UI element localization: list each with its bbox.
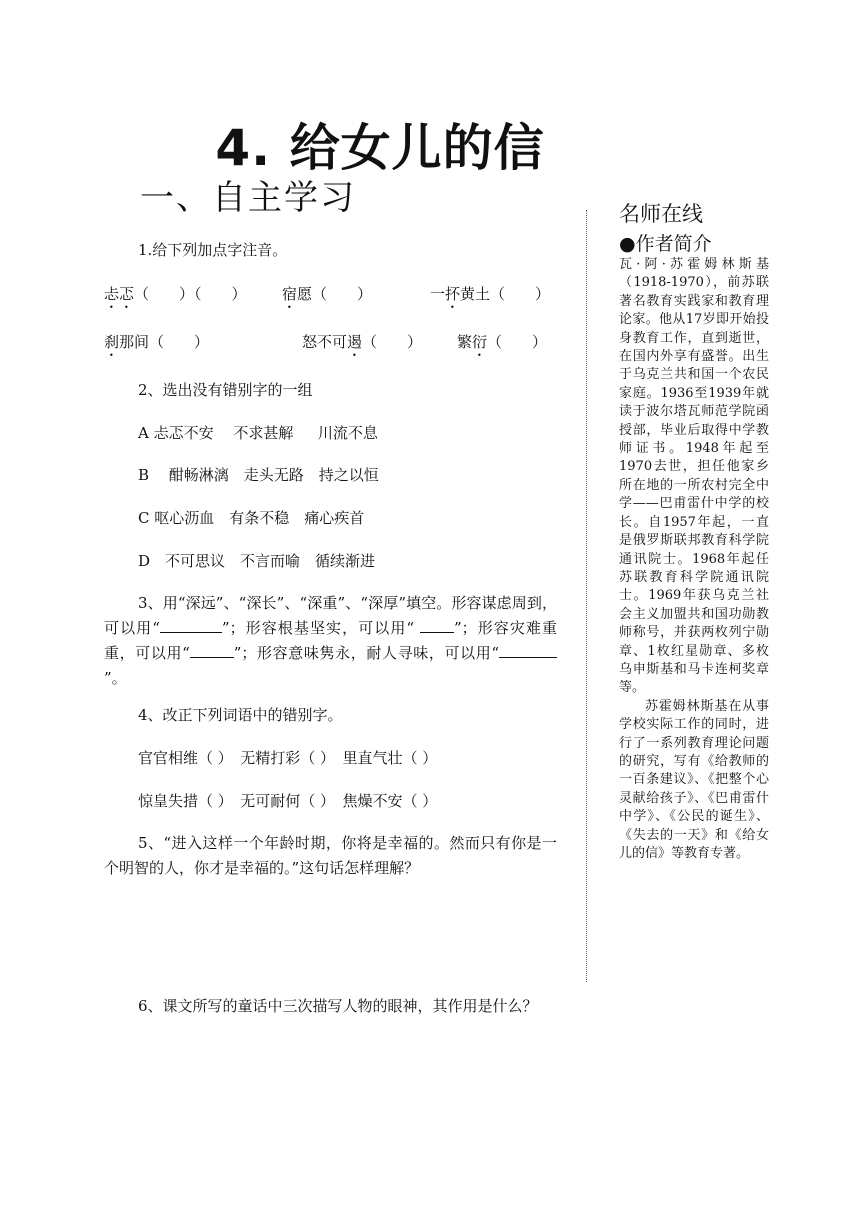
answer-blank[interactable]: [499, 642, 557, 658]
author-bio-paragraph-2: 苏霍姆林斯基在从事学校实际工作的同时，进行了一系列教育理论问题的研究，写有《给教师的一百条建议》、《把整个心灵献给孩子》、《巴甫雷什中学》、《公民的诞生》、《失去的一天》和《给女儿的信》等教育专著。: [619, 698, 769, 861]
sidebar-subtitle: ●作者简介: [619, 233, 712, 255]
column-divider: [586, 210, 587, 982]
q1-dotted-chars: 衍: [472, 333, 488, 351]
answer-blank[interactable]: [420, 617, 454, 633]
q4-row-1: 官官相维（ ） 无精打彩（ ） 里直气壮（ ）: [138, 749, 438, 767]
author-bio: [619, 256, 769, 863]
page-title: 4. 给女儿的信: [215, 119, 545, 177]
answer-blank[interactable]: [160, 617, 222, 633]
q2-option-a: A 忐忑不安 不求甚解 川流不息: [138, 424, 378, 442]
q2-prompt: 2、选出没有错别字的一组: [138, 381, 313, 399]
q1-item-4: 刹那间（ ）: [104, 333, 210, 351]
q4-row-2: 惊皇失措（ ） 无可耐何（ ） 焦燥不安（ ）: [138, 792, 438, 810]
q1-item-5: 怒不可遏（ ）: [302, 333, 423, 351]
q2-option-d: D 不可思议 不言而喻 循续渐进: [138, 552, 376, 570]
section-heading: 一、自主学习: [140, 178, 356, 218]
q5-text: 5、“进入这样一个年龄时期，你将是幸福的。然而只有你是一个明智的人，你才是幸福的。”这句话怎样理解？: [104, 834, 557, 877]
q2-option-b: B 酣畅淋漓 走头无路 持之以恒: [138, 466, 379, 484]
sidebar-title: 名师在线: [619, 202, 703, 226]
q3-text: 3、用“深远”、“深长”、“深重”、“深厚”填空。形容谋虑周到，可以用“ ”；形容根基坚实，可以用“ ”；形容灾难重重，可以用“ ”；形容意味隽永，耐人寻味，可以用“”。: [104, 594, 558, 687]
q1-dotted-chars: 抔: [445, 285, 461, 303]
q4-prompt: 4、改正下列词语中的错别字。: [138, 706, 343, 724]
q1-dotted-chars: 忐忑: [104, 285, 135, 303]
q1-item-1: 忐忑（ ）（ ）: [104, 285, 247, 303]
q1-dotted-chars: 遏: [347, 333, 363, 351]
author-bio-paragraph-1: 瓦·阿·苏霍姆林斯基（1918-1970），前苏联著名教育实践家和教育理论家。他从17岁即开始投身教育工作，直到逝世，在国内外享有盛誉。出生于乌克兰共和国一个农民家庭。1936至1939年就读于波尔塔瓦师范学院函授部，毕业后取得中学教师证书。1948年起至1970去世，担任他家乡所在地的一所农村完全中学——巴甫雷什中学的校长。自1957年起，一直是俄罗斯联邦教育科学院通讯院士。1968年起任苏联教育科学院通讯院士。1969年获乌克兰社会主义加盟共和国功勋教师称号，并获两枚列宁勋章、1枚红星勋章、多枚乌申斯基和马卡连柯奖章等。: [619, 257, 769, 696]
q1-item-3: 一抔黄土（ ）: [430, 285, 551, 303]
q1-prompt: 1.给下列加点字注音。: [138, 241, 288, 259]
q1-dotted-chars: 宿: [282, 285, 298, 303]
q1-item-6: 繁衍（ ）: [457, 333, 548, 351]
q2-option-c: C 呕心沥血 有条不稳 痛心疾首: [138, 509, 365, 527]
q6-text: 6、课文所写的童话中三次描写人物的眼神，其作用是什么？: [138, 997, 538, 1015]
q1-item-2: 宿愿（ ）: [282, 285, 373, 303]
answer-blank[interactable]: [190, 642, 234, 658]
q1-dotted-chars: 刹: [104, 333, 120, 351]
